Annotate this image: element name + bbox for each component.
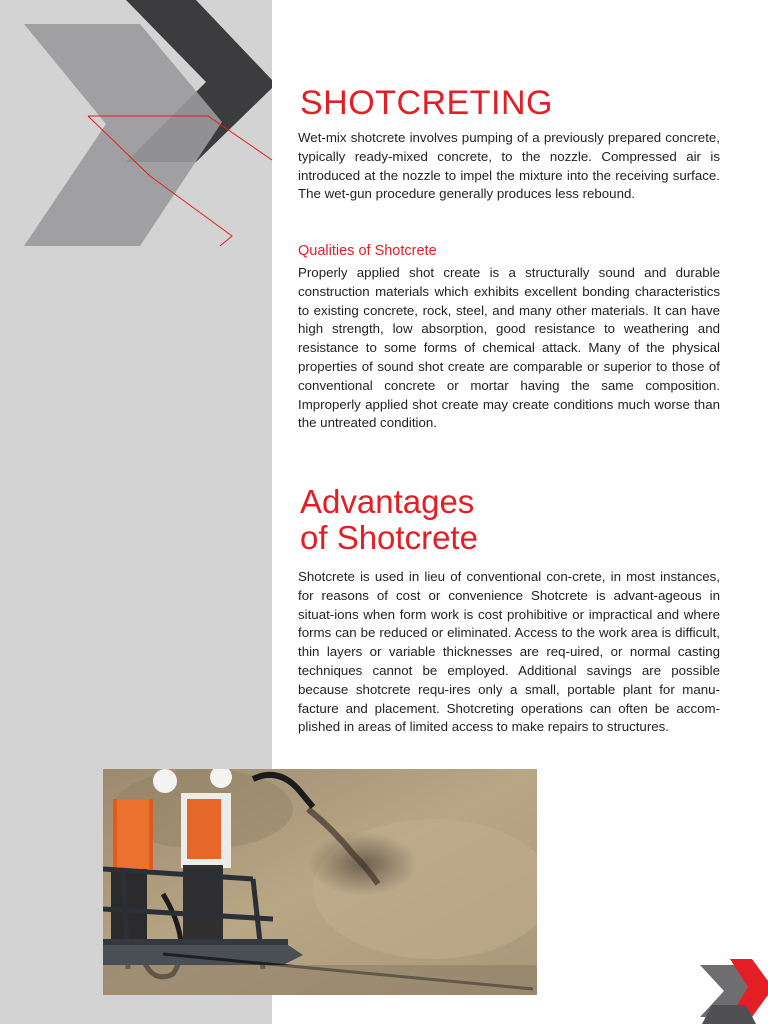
lift-platform (103, 945, 303, 965)
advantages-heading-line1: Advantages (300, 483, 475, 520)
page-title: SHOTCRETING (300, 84, 553, 122)
advantages-heading-line2: of Shotcrete (300, 519, 478, 556)
chevron-graphic (0, 0, 290, 260)
worker-left-helmet (153, 769, 177, 793)
intro-paragraph: Wet-mix shotcrete involves pumping of a previously prepared concrete, typically ready-mixed concrete, to the nozzle. Compressed air is introduced at the nozzle to impel the mixture into the receiving surface. The wet-gun procedure generally produces less rebound. (298, 130, 720, 202)
corner-chevron-logo (700, 955, 768, 1024)
advantages-heading (300, 484, 600, 556)
worker-right-vest (187, 799, 221, 859)
qualities-heading: Qualities of Shotcrete (298, 243, 437, 259)
qualities-paragraph: Properly applied shot create is a structurally sound and durable construction materials which exhibits excellent bonding characteristics to existing concrete, rock, steel, and many other materials. It can have high strength, low absorption, good resistance to weathering and resistance to some forms of chemical attack. Many of the physical properties of sound shot create are comparable or superior to those of conventional concrete or mortar having the same composition. Improperly applied shot create may create conditions much worse than the untreated condition. (298, 265, 720, 431)
advantages-paragraph: Shotcrete is used in lieu of conventional con-crete, in most instances, for reasons of cost or convenience Shotcrete is advant-ageous in situat-ions when form work is cost prohibitive or impractical and where forms can be reduced or eliminated. Access to the work area is difficult, thin layers or variable thicknesses are req-uired, or normal casting techniques cannot be employed. Additional savings are possible because shotcrete requ-ires only a small, portable plant for manu-facture and placement. Shotcreting operations can often be accom-plished in areas of limited access to make repairs to structures. (298, 569, 720, 735)
shotcrete-workers-photo (103, 769, 537, 995)
